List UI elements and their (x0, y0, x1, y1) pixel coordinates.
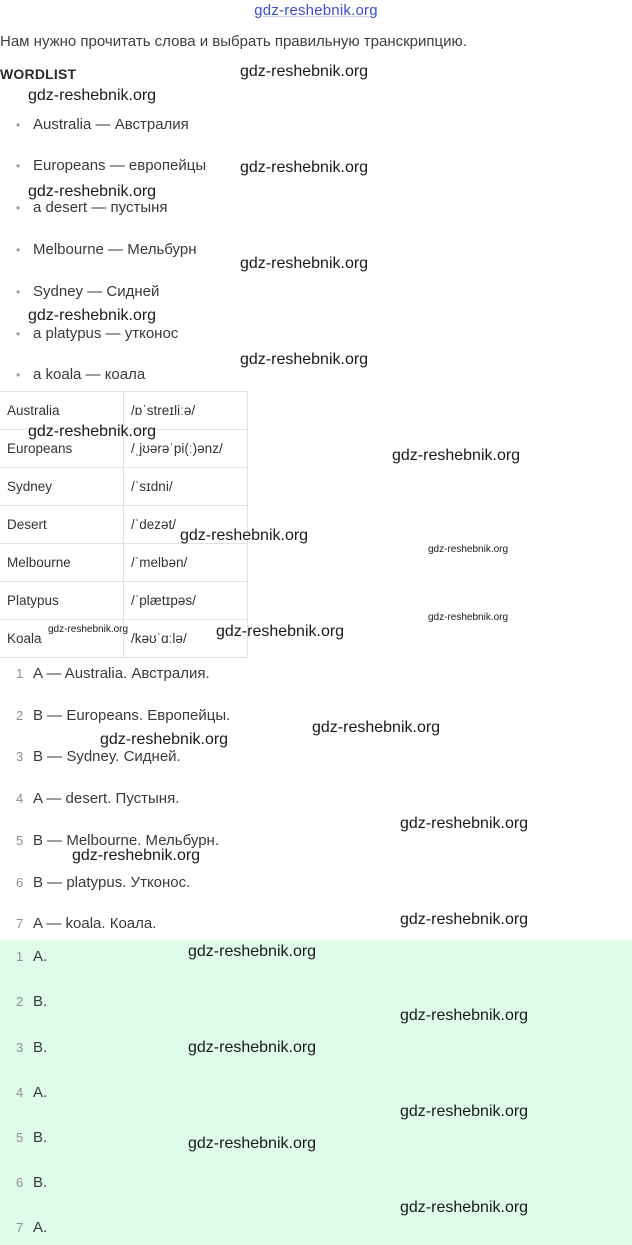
list-item (16, 199, 168, 216)
ipa-cell: /ɒˈstreɪliːə/ (124, 392, 248, 430)
task-intro: Нам нужно прочитать слова и выбрать правильную транскрипцию. (0, 33, 467, 50)
ipa-cell: /ˈdezət/ (124, 506, 248, 544)
short-answers-panel (0, 940, 632, 1245)
wordlist-entry: a koala — коала (33, 366, 146, 383)
watermark: gdz-reshebnik.org (180, 527, 309, 544)
word-cell: Desert (0, 506, 124, 544)
list-item (16, 325, 178, 342)
watermark: gdz-reshebnik.org (28, 183, 157, 200)
watermark: gdz-reshebnik.org (100, 731, 229, 748)
wordlist-entry: Australia — Австралия (33, 116, 189, 133)
bullet-icon: • (16, 243, 21, 257)
answer-number: 1 (16, 666, 24, 681)
watermark: gdz-reshebnik.org (240, 159, 369, 176)
word-cell: Koala (0, 620, 124, 658)
answer-number: 6 (16, 875, 24, 890)
answer-text: B. (33, 1174, 48, 1191)
table-row (0, 582, 248, 620)
answer-text: B. (33, 993, 48, 1010)
answer-number: 3 (16, 749, 24, 764)
table-row (0, 468, 248, 506)
answer-item (16, 707, 230, 724)
answer-text: A. (33, 1084, 48, 1101)
answer-text: B. (33, 1129, 48, 1146)
answer-number: 4 (16, 1085, 24, 1100)
watermark: gdz-reshebnik.org (400, 1007, 529, 1024)
wordlist-entry: Melbourne — Мельбурн (33, 241, 197, 258)
short-answer-item (16, 948, 47, 965)
watermark: gdz-reshebnik.org (400, 911, 529, 928)
answer-number: 5 (16, 1130, 24, 1145)
answer-number: 3 (16, 1040, 24, 1055)
list-item (16, 157, 206, 174)
answer-text: B — Sydney. Сидней. (33, 748, 181, 765)
ipa-cell: /kəʊˈɑːlə/ (124, 620, 248, 658)
watermark: gdz-reshebnik.org (428, 612, 509, 623)
ipa-cell: /ˈplætɪpəs/ (124, 582, 248, 620)
word-cell: Australia (0, 392, 124, 430)
answer-text: B — Europeans. Европейцы. (33, 707, 231, 724)
ipa-cell: /ˈsɪdni/ (124, 468, 248, 506)
short-answer-item (16, 1039, 47, 1056)
answer-text: B. (33, 1039, 48, 1056)
bullet-icon: • (16, 159, 21, 173)
word-cell: Sydney (0, 468, 124, 506)
watermark: gdz-reshebnik.org (28, 423, 157, 440)
bullet-icon: • (16, 327, 21, 341)
answer-text: A — desert. Пустыня. (33, 790, 180, 807)
list-item (16, 116, 189, 133)
answer-number: 5 (16, 833, 24, 848)
watermark: gdz-reshebnik.org (400, 1103, 529, 1120)
answer-number: 2 (16, 994, 24, 1009)
watermark: gdz-reshebnik.org (216, 623, 345, 640)
site-mark[interactable]: gdz-reshebnik.org (254, 2, 378, 19)
bullet-icon: • (16, 285, 21, 299)
watermark: gdz-reshebnik.org (48, 624, 129, 635)
watermark: gdz-reshebnik.org (400, 815, 529, 832)
short-answer-item (16, 1174, 47, 1191)
watermark: gdz-reshebnik.org (428, 544, 509, 555)
answer-item (16, 748, 181, 765)
answer-text: B — platypus. Утконос. (33, 874, 191, 891)
ipa-cell: /ˌjʊərəˈpi(ː)ənz/ (124, 430, 248, 468)
watermark: gdz-reshebnik.org (240, 63, 369, 80)
word-cell: Melbourne (0, 544, 124, 582)
wordlist-entry: Europeans — европейцы (33, 157, 207, 174)
watermark: gdz-reshebnik.org (188, 943, 317, 960)
watermark: gdz-reshebnik.org (240, 255, 369, 272)
answer-text: B — Melbourne. Мельбурн. (33, 832, 220, 849)
ipa-cell: /ˈmelbən/ (124, 544, 248, 582)
word-cell: Platypus (0, 582, 124, 620)
answer-number: 7 (16, 1220, 24, 1235)
answer-item (16, 790, 179, 807)
answer-text: A. (33, 948, 48, 965)
short-answer-item (16, 1084, 47, 1101)
answer-item (16, 915, 156, 932)
answer-text: A. (33, 1219, 48, 1236)
list-item (16, 283, 159, 300)
answer-item (16, 665, 210, 682)
answer-item (16, 874, 190, 891)
watermark: gdz-reshebnik.org (28, 87, 157, 104)
answer-number: 2 (16, 708, 24, 723)
word-cell: Europeans (0, 430, 124, 468)
wordlist-entry: a desert — пустыня (33, 199, 168, 216)
watermark: gdz-reshebnik.org (72, 847, 201, 864)
list-item (16, 241, 197, 258)
answer-text: A — koala. Коала. (33, 915, 157, 932)
watermark: gdz-reshebnik.org (312, 719, 441, 736)
watermark: gdz-reshebnik.org (188, 1039, 317, 1056)
short-answer-item (16, 1219, 47, 1236)
wordlist-title: WORDLIST (0, 66, 77, 82)
watermark: gdz-reshebnik.org (240, 351, 369, 368)
bullet-icon: • (16, 201, 21, 215)
bullet-icon: • (16, 368, 21, 382)
watermark: gdz-reshebnik.org (392, 447, 521, 464)
list-item (16, 366, 145, 383)
answer-number: 6 (16, 1175, 24, 1190)
table-row (0, 544, 248, 582)
short-answer-item (16, 993, 47, 1010)
watermark: gdz-reshebnik.org (28, 307, 157, 324)
answer-number: 1 (16, 949, 24, 964)
watermark: gdz-reshebnik.org (400, 1199, 529, 1216)
short-answer-item (16, 1129, 47, 1146)
wordlist-entry: a platypus — утконос (33, 325, 179, 342)
answer-text: A — Australia. Австралия. (33, 665, 210, 682)
answer-number: 4 (16, 791, 24, 806)
answer-number: 7 (16, 916, 24, 931)
bullet-icon: • (16, 118, 21, 132)
wordlist-entry: Sydney — Сидней (33, 283, 160, 300)
watermark: gdz-reshebnik.org (188, 1135, 317, 1152)
